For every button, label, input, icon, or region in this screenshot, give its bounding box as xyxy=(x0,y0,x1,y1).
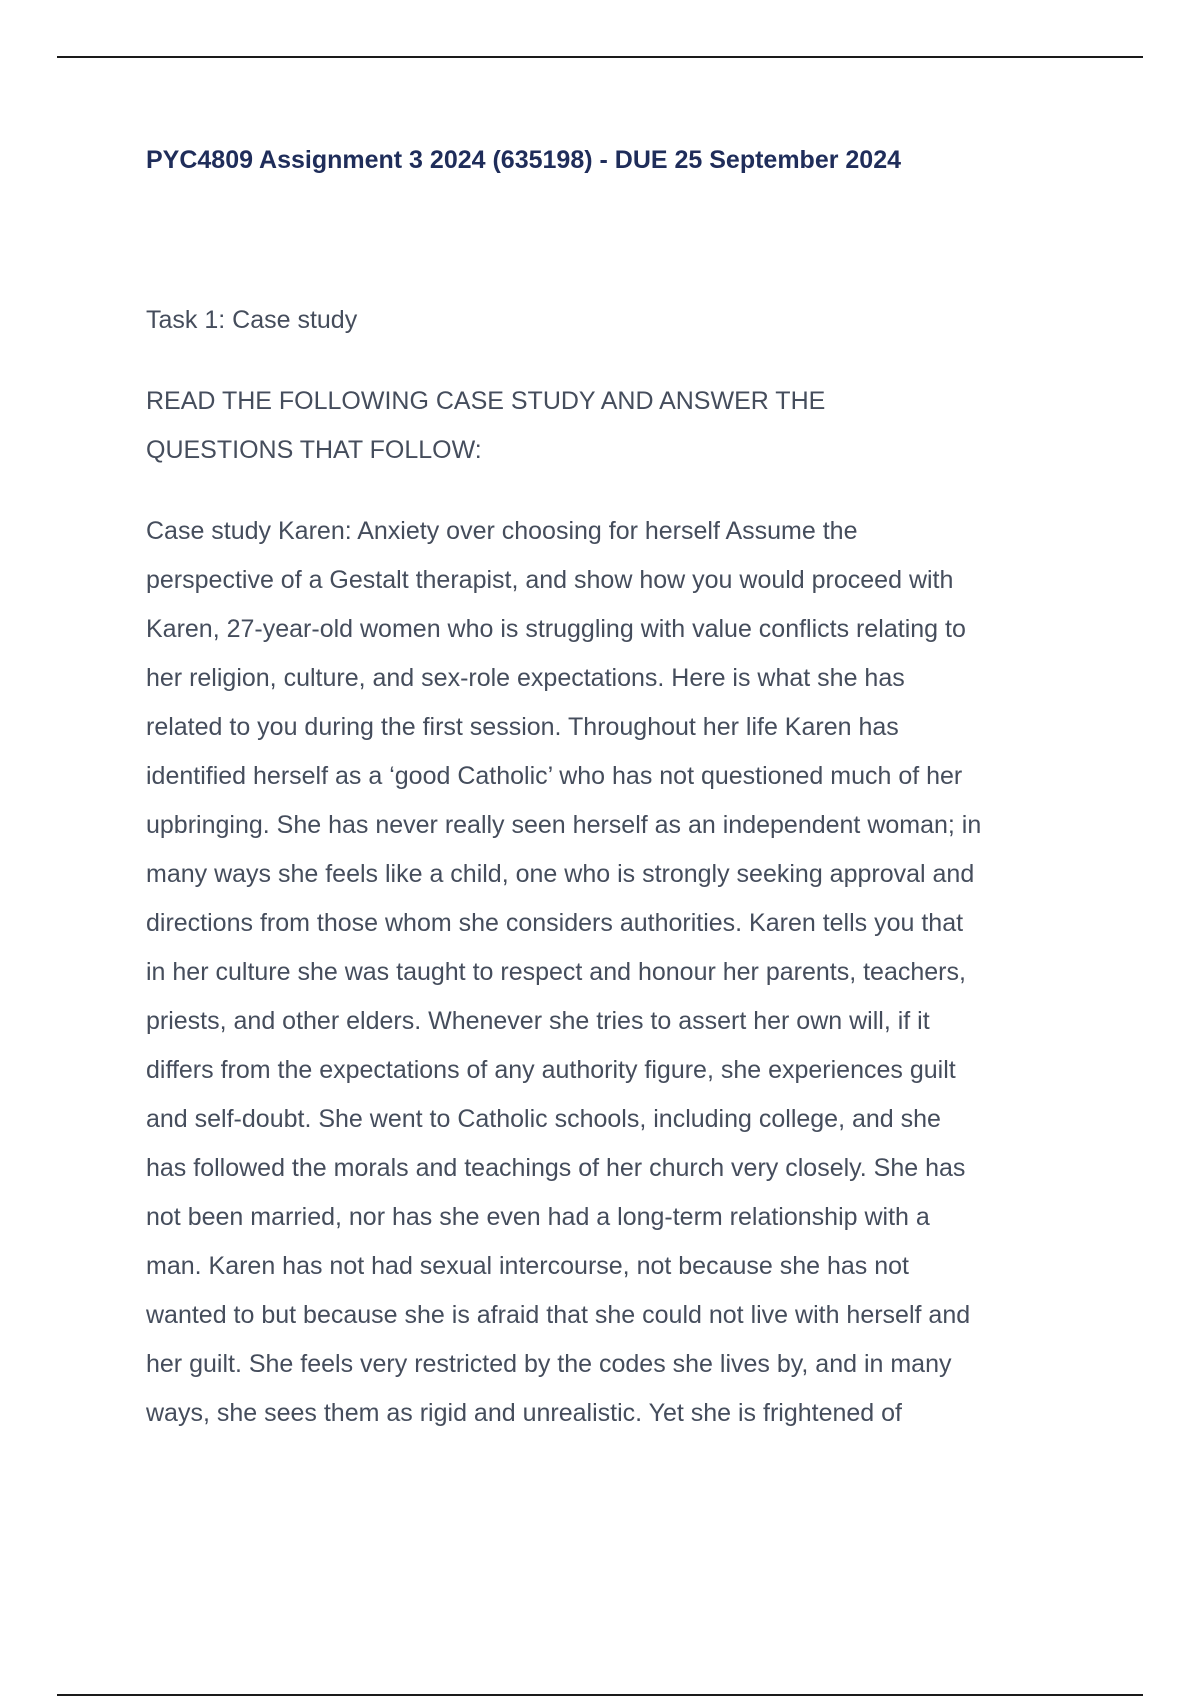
task-heading: Task 1: Case study xyxy=(146,306,358,334)
case-study-line: and self-doubt. She went to Catholic schools, including college, and she xyxy=(146,1105,941,1133)
case-study-line: in her culture she was taught to respect and honour her parents, teachers, xyxy=(146,958,966,986)
case-study-line: directions from those whom she considers authorities. Karen tells you that xyxy=(146,909,964,937)
case-study-line: identified herself as a ‘good Catholic’ who has not questioned much of her xyxy=(146,762,963,790)
case-study-line: Karen, 27-year-old women who is struggling with value conflicts relating to xyxy=(146,615,966,643)
case-study-line: has followed the morals and teachings of her church very closely. She has xyxy=(146,1154,966,1182)
case-study-line: ways, she sees them as rigid and unrealistic. Yet she is frightened of xyxy=(146,1399,902,1427)
document-title: PYC4809 Assignment 3 2024 (635198) - DUE 25 September 2024 xyxy=(146,146,902,174)
case-study-line: related to you during the first session. Throughout her life Karen has xyxy=(146,713,899,741)
case-study-line: differs from the expectations of any authority figure, she experiences guilt xyxy=(146,1056,956,1084)
case-study-line: priests, and other elders. Whenever she tries to assert her own will, if it xyxy=(146,1007,930,1035)
case-study-line: her religion, culture, and sex-role expectations. Here is what she has xyxy=(146,664,905,692)
case-study-line: not been married, nor has she even had a long-term relationship with a xyxy=(146,1203,930,1231)
instruction-line: QUESTIONS THAT FOLLOW: xyxy=(146,436,482,464)
case-study-line: wanted to but because she is afraid that she could not live with herself and xyxy=(146,1301,971,1329)
case-study-line: Case study Karen: Anxiety over choosing for herself Assume the xyxy=(146,517,858,545)
case-study-line: upbringing. She has never really seen herself as an independent woman; in xyxy=(146,811,982,839)
instruction-line: READ THE FOLLOWING CASE STUDY AND ANSWER THE xyxy=(146,387,826,415)
bottom-divider xyxy=(57,1694,1143,1696)
case-study-line: her guilt. She feels very restricted by the codes she lives by, and in many xyxy=(146,1350,952,1378)
case-study-line: many ways she feels like a child, one who is strongly seeking approval and xyxy=(146,860,975,888)
case-study-line: man. Karen has not had sexual intercourse, not because she has not xyxy=(146,1252,909,1280)
case-study-line: perspective of a Gestalt therapist, and show how you would proceed with xyxy=(146,566,954,594)
top-divider xyxy=(57,56,1143,58)
